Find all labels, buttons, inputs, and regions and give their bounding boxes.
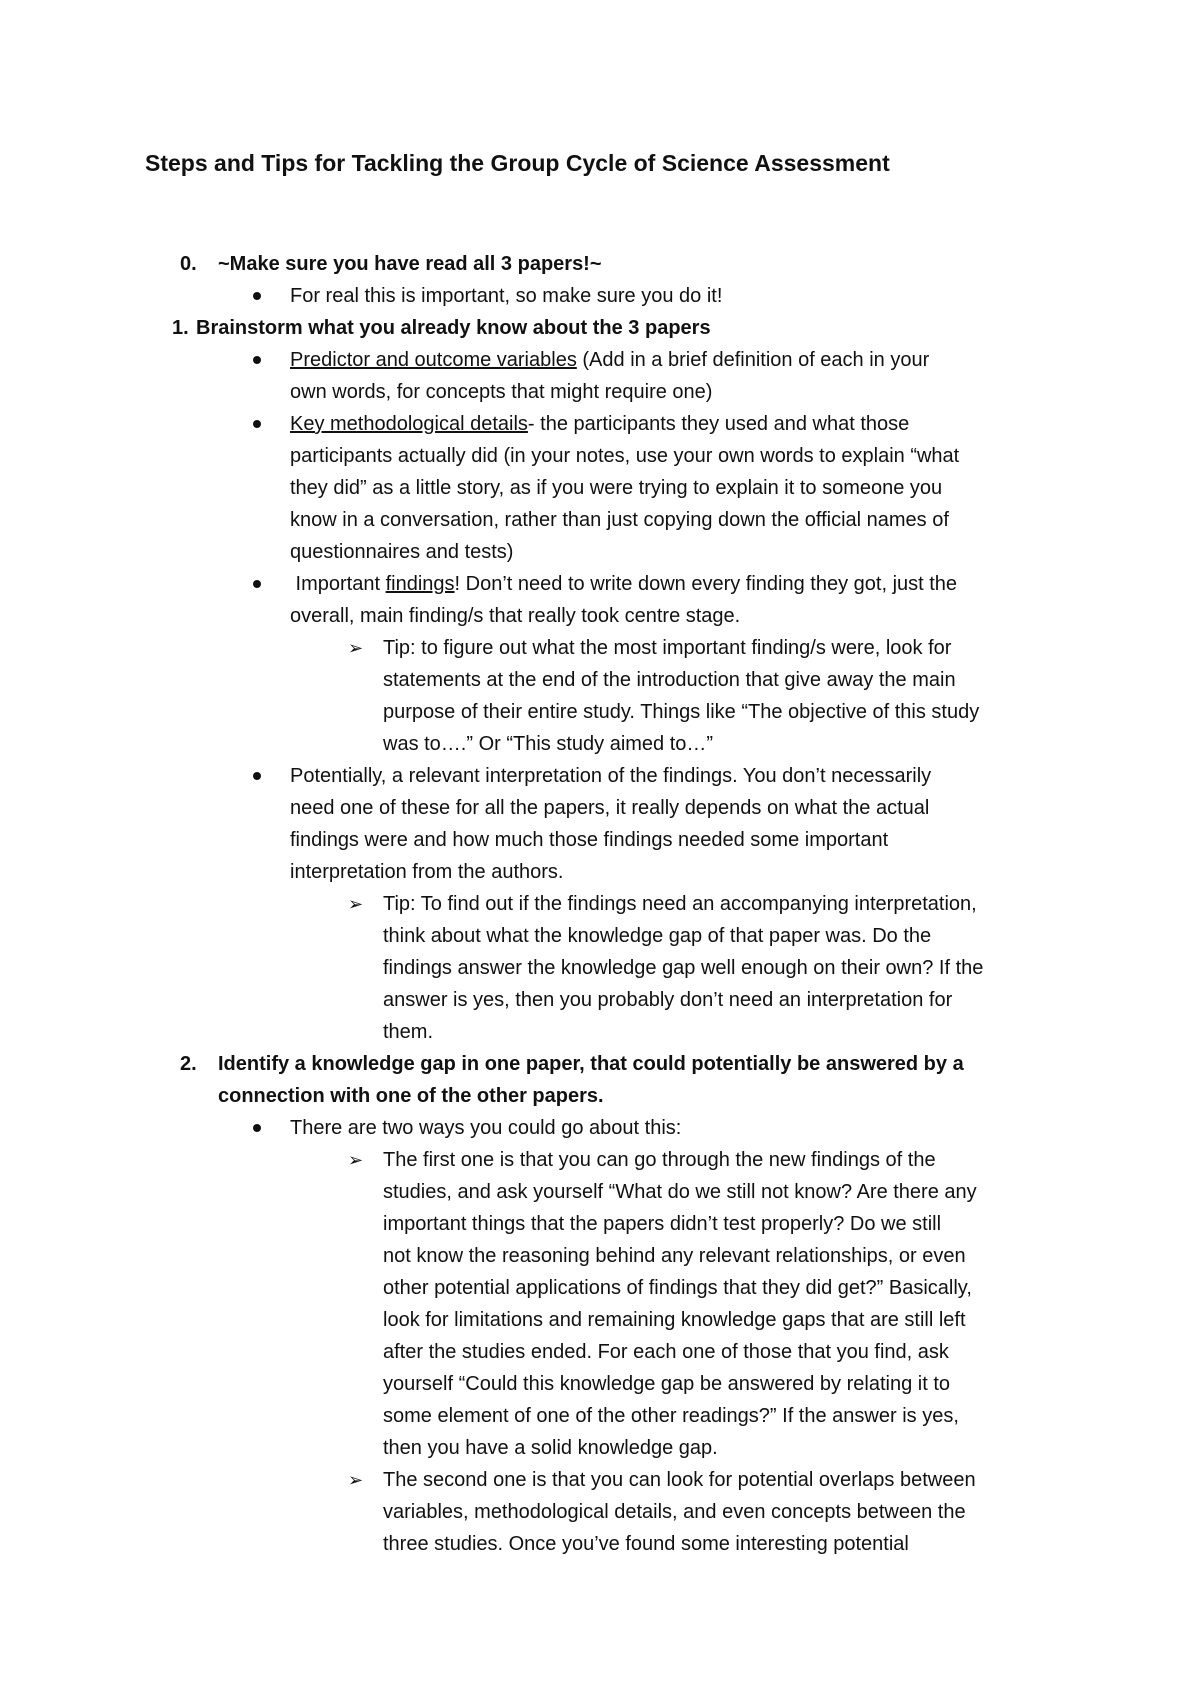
- tip-text: statements at the end of the introduction that give away the main: [383, 669, 956, 691]
- tip-continuation: [0, 1400, 1200, 1432]
- tip-item: [0, 1464, 1200, 1496]
- tip-text: studies, and ask yourself “What do we still not know? Are there any: [383, 1181, 977, 1203]
- tip-continuation: [0, 1336, 1200, 1368]
- bullet-icon: [253, 292, 261, 300]
- bullet-continuation: [0, 856, 1200, 888]
- section-heading: Identify a knowledge gap in one paper, that could potentially be answered by a: [218, 1053, 964, 1075]
- tip-continuation: [0, 1432, 1200, 1464]
- bullet-text-rest: ! Don’t need to write down every finding they got, just the: [454, 573, 958, 595]
- bullet-continuation: [0, 504, 1200, 536]
- tip-continuation: [0, 664, 1200, 696]
- tip-text: three studies. Once you’ve found some interesting potential: [383, 1533, 909, 1555]
- arrow-bullet-icon: ➢: [348, 894, 364, 914]
- bullet-text-pre: Important: [290, 573, 386, 595]
- bullet-icon: [253, 356, 261, 364]
- bullet-text: [290, 568, 957, 600]
- bullet-item: [0, 280, 1200, 312]
- tip-text: The first one is that you can go through the new findings of the: [383, 1149, 936, 1171]
- section-1-heading: [0, 312, 1200, 344]
- tip-text: yourself “Could this knowledge gap be answered by relating it to: [383, 1373, 950, 1395]
- bullet-item: [0, 1112, 1200, 1144]
- bullet-text: they did” as a little story, as if you were trying to explain it to someone you: [290, 477, 943, 499]
- tip-continuation: [0, 920, 1200, 952]
- bullet-continuation: [0, 792, 1200, 824]
- tip-item: [0, 1144, 1200, 1176]
- tip-text: findings answer the knowledge gap well enough on their own? If the: [383, 957, 984, 979]
- tip-text: not know the reasoning behind any relevant relationships, or even: [383, 1245, 966, 1267]
- tip-continuation: [0, 728, 1200, 760]
- arrow-bullet-icon: ➢: [348, 1470, 364, 1490]
- tip-continuation: [0, 1496, 1200, 1528]
- tip-text: important things that the papers didn’t test properly? Do we still: [383, 1213, 942, 1235]
- bullet-text-rest: - the participants they used and what those: [527, 413, 910, 435]
- document-title: Steps and Tips for Tackling the Group Cycle of Science Assessment: [145, 150, 890, 176]
- tip-continuation: [0, 1528, 1200, 1560]
- tip-continuation: [0, 696, 1200, 728]
- tip-item: [0, 888, 1200, 920]
- bullet-icon: [253, 420, 261, 428]
- document-body: [0, 248, 1200, 1560]
- bullet-text: Potentially, a relevant interpretation of the findings. You don’t necessarily: [290, 765, 932, 787]
- bullet-item: [0, 408, 1200, 440]
- bullet-text: participants actually did (in your notes, use your own words to explain “what: [290, 445, 960, 467]
- section-2-heading: [0, 1048, 1200, 1080]
- tip-continuation: [0, 1016, 1200, 1048]
- tip-text: look for limitations and remaining knowledge gaps that are still left: [383, 1309, 966, 1331]
- tip-text: was to….” Or “This study aimed to…”: [383, 733, 714, 755]
- section-0-heading: [0, 248, 1200, 280]
- tip-text: Tip: To find out if the findings need an accompanying interpretation,: [383, 893, 977, 915]
- bullet-text: own words, for concepts that might require one): [290, 381, 713, 403]
- tip-item: [0, 632, 1200, 664]
- section-number: 2.: [180, 1053, 197, 1075]
- bullet-continuation: [0, 472, 1200, 504]
- bullet-icon: [253, 1124, 261, 1132]
- arrow-bullet-icon: ➢: [348, 1150, 364, 1170]
- bullet-item: [0, 760, 1200, 792]
- bullet-continuation: [0, 536, 1200, 568]
- tip-continuation: [0, 1368, 1200, 1400]
- tip-text: think about what the knowledge gap of that paper was. Do the: [383, 925, 932, 947]
- section-heading-continuation: [0, 1080, 1200, 1112]
- tip-continuation: [0, 1240, 1200, 1272]
- tip-continuation: [0, 1304, 1200, 1336]
- bullet-text: overall, main finding/s that really took centre stage.: [290, 605, 741, 627]
- tip-text: other potential applications of findings that they did get?” Basically,: [383, 1277, 972, 1299]
- tip-continuation: [0, 1176, 1200, 1208]
- bullet-text-rest: (Add in a brief definition of each in your: [576, 349, 930, 371]
- bullet-continuation: [0, 440, 1200, 472]
- underlined-term: findings: [385, 573, 455, 595]
- bullet-text: know in a conversation, rather than just copying down the official names of: [290, 509, 949, 531]
- bullet-text: For real this is important, so make sure you do it!: [290, 285, 723, 307]
- section-heading: Brainstorm what you already know about the 3 papers: [196, 317, 711, 339]
- underlined-term: Key methodological details: [290, 413, 528, 435]
- tip-text: after the studies ended. For each one of those that you find, ask: [383, 1341, 949, 1363]
- bullet-text: [290, 344, 929, 376]
- tip-text: variables, methodological details, and even concepts between the: [383, 1501, 966, 1523]
- tip-text: answer is yes, then you probably don’t need an interpretation for: [383, 989, 953, 1011]
- section-number: 1.: [172, 317, 189, 339]
- tip-text: Tip: to figure out what the most important finding/s were, look for: [383, 637, 952, 659]
- bullet-text: interpretation from the authors.: [290, 861, 564, 883]
- bullet-text: questionnaires and tests): [290, 541, 514, 563]
- section-heading: connection with one of the other papers.: [218, 1085, 604, 1107]
- bullet-item: [0, 344, 1200, 376]
- bullet-text: findings were and how much those findings needed some important: [290, 829, 889, 851]
- tip-continuation: [0, 1208, 1200, 1240]
- bullet-continuation: [0, 600, 1200, 632]
- section-heading: ~Make sure you have read all 3 papers!~: [218, 253, 602, 275]
- tip-continuation: [0, 1272, 1200, 1304]
- tip-text: some element of one of the other readings?” If the answer is yes,: [383, 1405, 959, 1427]
- arrow-bullet-icon: ➢: [348, 638, 364, 658]
- tip-continuation: [0, 984, 1200, 1016]
- tip-text: them.: [383, 1021, 434, 1043]
- bullet-continuation: [0, 376, 1200, 408]
- bullet-icon: [253, 772, 261, 780]
- underlined-term: Predictor and outcome variables: [290, 349, 577, 371]
- section-number: 0.: [180, 253, 197, 275]
- tip-text: then you have a solid knowledge gap.: [383, 1437, 718, 1459]
- tip-continuation: [0, 952, 1200, 984]
- tip-text: The second one is that you can look for potential overlaps between: [383, 1469, 976, 1491]
- bullet-text: There are two ways you could go about this:: [290, 1117, 682, 1139]
- bullet-item: [0, 568, 1200, 600]
- bullet-icon: [253, 580, 261, 588]
- tip-text: purpose of their entire study. Things like “The objective of this study: [383, 701, 980, 723]
- bullet-text: need one of these for all the papers, it really depends on what the actual: [290, 797, 930, 819]
- bullet-text: [290, 408, 909, 440]
- bullet-continuation: [0, 824, 1200, 856]
